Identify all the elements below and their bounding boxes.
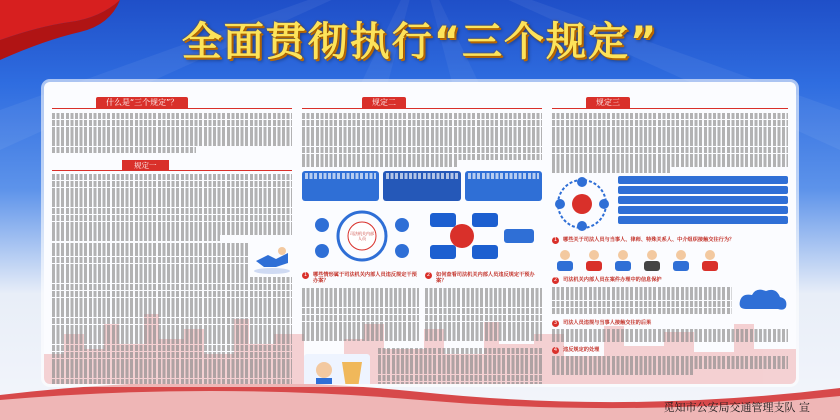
footer-credit: 觅知市公安局交通管理支队 宣 <box>663 401 810 414</box>
question-text: 司法机关内部人员在案件办理中的信息保护 <box>563 277 662 284</box>
question-row <box>552 237 788 244</box>
paragraph-block <box>425 288 542 342</box>
paragraph-block <box>378 348 542 384</box>
paragraph-block <box>302 288 419 342</box>
question-text: 如何查看司法机关内部人员违反规定干预办案？ <box>436 271 535 285</box>
paragraph-block <box>302 113 542 167</box>
info-card <box>383 171 460 201</box>
paragraph-block <box>52 243 248 277</box>
number-badge: 2 <box>426 271 431 278</box>
person-icon <box>552 248 578 272</box>
number-badge: 3 <box>553 319 558 326</box>
paragraph-block <box>552 287 732 314</box>
relationship-diagram <box>302 205 542 267</box>
cloud-badge-icon <box>738 287 788 313</box>
number-badge: 2 <box>553 277 558 284</box>
section-heading: 规定二 <box>362 97 406 109</box>
info-card <box>302 171 379 201</box>
question-row <box>552 320 788 327</box>
paragraph-block <box>552 356 788 376</box>
legal-illustration-icon <box>302 348 372 384</box>
section-heading: 规定三 <box>586 97 630 109</box>
person-icon <box>610 248 636 272</box>
subsection-heading: 规定一 <box>122 160 169 171</box>
content-board <box>44 82 796 384</box>
question-text: 司法人员违规与当事人接触交往的后果 <box>563 319 652 326</box>
diagram-graphic <box>302 205 542 267</box>
people-illustrations <box>552 248 788 272</box>
person-icon <box>697 248 723 272</box>
section-header <box>52 92 292 109</box>
section-header <box>302 92 542 109</box>
question-row <box>552 347 788 354</box>
paragraph-block <box>52 113 292 153</box>
question-row <box>425 272 542 285</box>
info-card <box>465 171 542 201</box>
question-text: 哪些关于司法人员与当事人、律师、特殊关系人、中介组织接触交往行为？ <box>563 237 735 244</box>
bullet-list <box>618 176 788 232</box>
page-title: 全面贯彻执行“三个规定” <box>181 19 659 65</box>
paragraph-block <box>52 277 292 384</box>
paragraph-block <box>52 174 292 241</box>
question-text: 违反规定的处理 <box>563 346 600 353</box>
column-1 <box>52 92 292 384</box>
number-badge: 4 <box>553 346 558 353</box>
diagram-center-label: 司法机关内部人员 <box>350 230 374 241</box>
handshake-illustration-icon <box>252 243 292 275</box>
question-row <box>302 272 419 285</box>
number-badge: 1 <box>553 237 558 244</box>
paragraph-block <box>552 113 788 173</box>
person-icon <box>668 248 694 272</box>
section-header <box>552 92 788 109</box>
subsection-header <box>52 157 292 171</box>
paragraph-block <box>552 329 788 342</box>
people-circle-diagram-icon <box>552 176 612 232</box>
person-icon <box>639 248 665 272</box>
info-cards <box>302 171 542 201</box>
column-2 <box>302 92 542 384</box>
person-icon <box>581 248 607 272</box>
question-row <box>552 277 788 284</box>
column-3 <box>552 92 788 376</box>
number-badge: 1 <box>303 271 308 278</box>
title-area <box>0 10 840 67</box>
section-heading: 什么是“三个规定”？ <box>96 97 188 109</box>
question-text: 哪些情形属于司法机关内部人员违反规定干预办案？ <box>313 271 417 285</box>
